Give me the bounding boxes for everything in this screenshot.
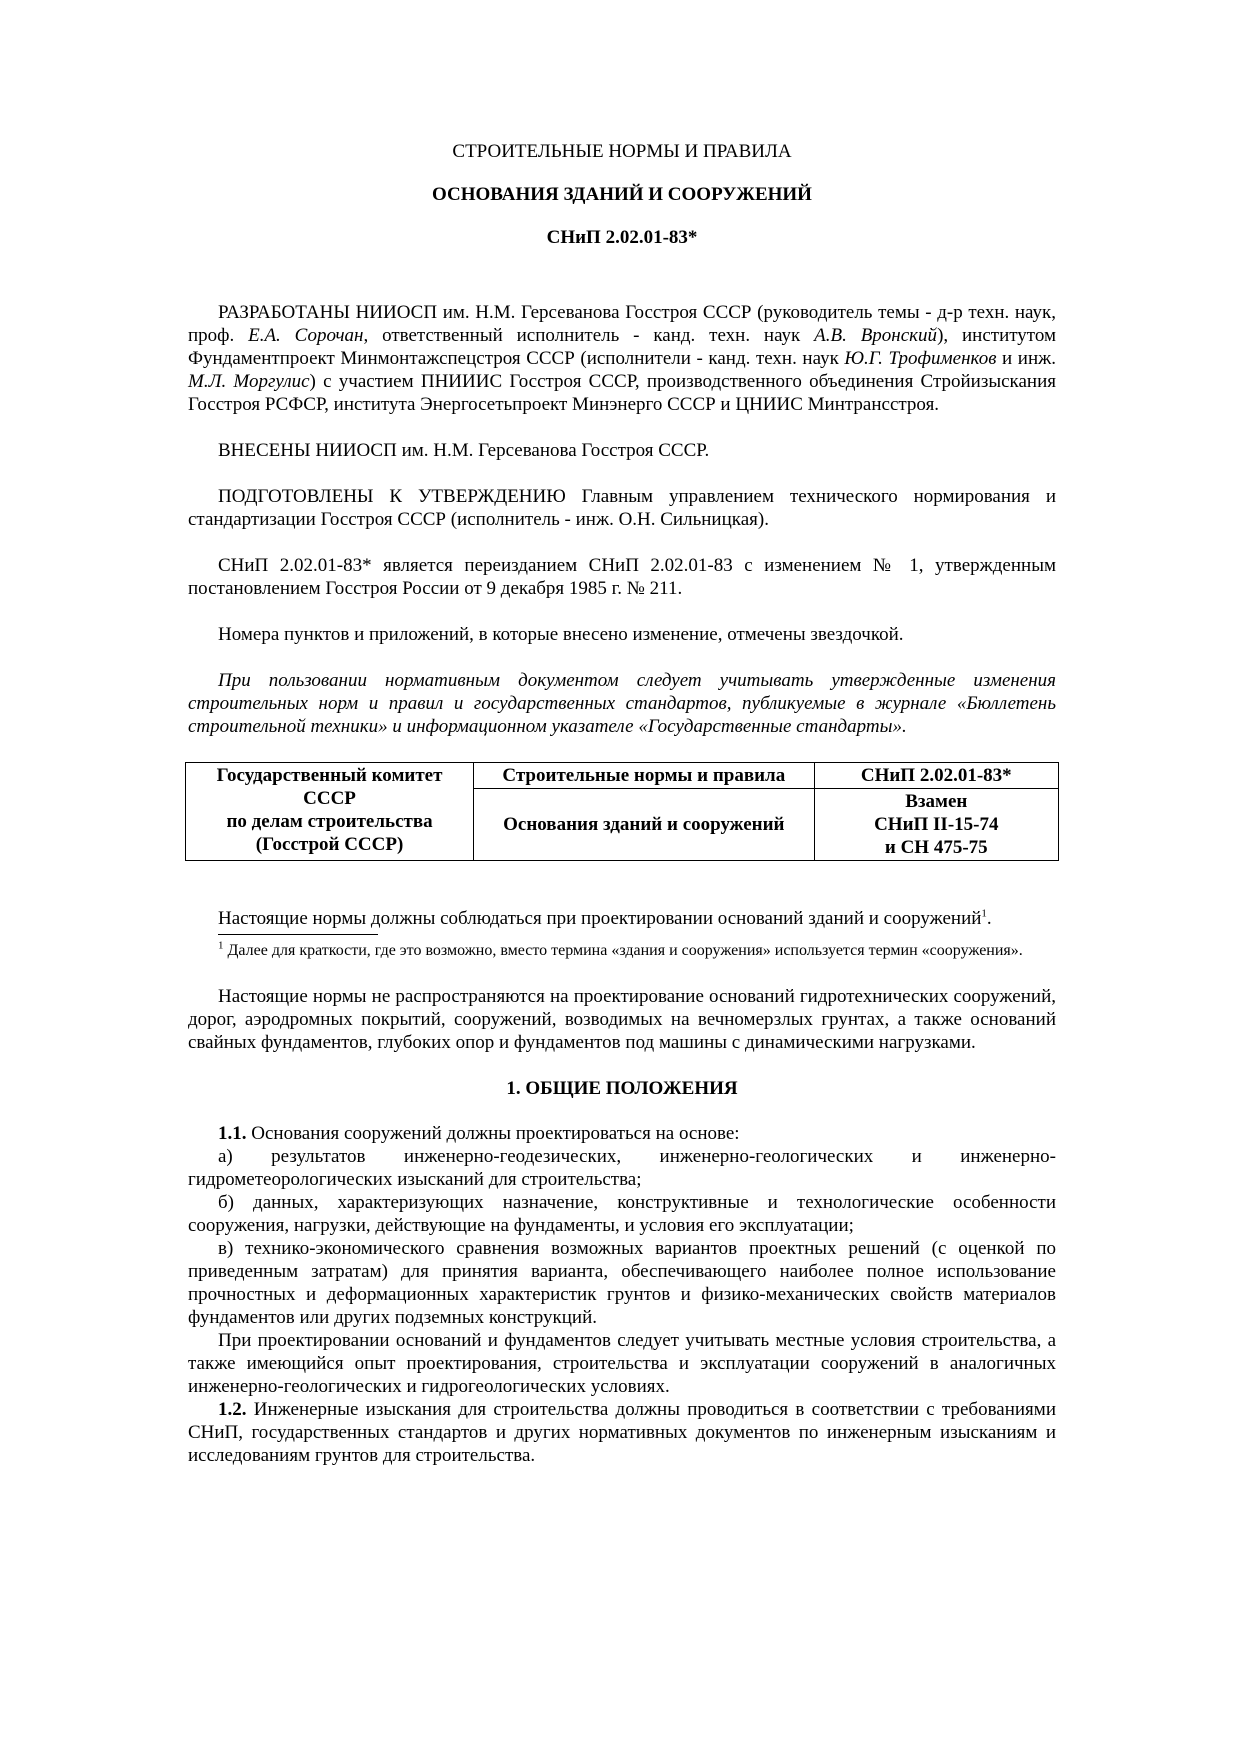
introduced-paragraph: ВНЕСЕНЫ НИИОСП им. Н.М. Герсеванова Госстроя СССР.	[218, 440, 710, 461]
clause-item-c: в) технико-экономического сравнения возможных вариантов проектных решений (с оценкой по приведенным затратам) для принятия варианта, обеспечивающего наиболее полное использование прочностных и деформационных характеристик грунтов и физико-механических свойств материалов фундаментов или других подземных конструкций.	[188, 1238, 1056, 1328]
footnote-mark: 1	[218, 939, 224, 952]
scope-paragraph	[188, 907, 1056, 930]
person-name: А.В. Вронский	[814, 325, 938, 346]
clause-1-1	[188, 1122, 1056, 1145]
developers-paragraph	[188, 301, 1056, 416]
clause-local-conditions: При проектировании оснований и фундаментов следует учитывать местные условия строительства, а также имеющийся опыт проектирования, строительства и эксплуатации сооружений в аналогичных инженерно-геологических и гидрогеологических условиях.	[188, 1330, 1056, 1397]
doc-title: ОСНОВАНИЯ ЗДАНИЙ И СООРУЖЕНИЙ	[432, 184, 812, 205]
issuer-cell	[186, 763, 474, 861]
text-run: Настоящие нормы должны соблюдаться при проектировании оснований зданий и сооружений	[218, 908, 982, 929]
norm-code-cell: СНиП 2.02.01-83*	[814, 763, 1058, 789]
text-run: .	[986, 908, 992, 929]
footnote-separator	[218, 934, 378, 935]
replaces-line: и СН 475-75	[884, 837, 988, 858]
footnote	[188, 941, 1056, 961]
clause-text: Инженерные изыскания для строительства должны проводиться в соответствии с требованиями СНиП, государственных стандартов и других нормативных документов по инженерным изысканиям и исследованиям грунтов для строительства.	[188, 1399, 1056, 1466]
clause-item-a: а) результатов инженерно-геодезических, инженерно-геологических и инженерно-гидрометеорологических изысканий для строительства;	[188, 1146, 1056, 1190]
clause-1-2	[188, 1398, 1056, 1467]
text-run: ) с участием ПНИИИС Госстроя СССР, производственного объединения Стройизыскания Госстроя РСФСР, института Энергосетьпроект Минэнерго СССР и ЦНИИС Минтрансстроя.	[188, 371, 1056, 415]
replaces-line: СНиП II-15-74	[874, 814, 999, 835]
footnote-text: Далее для краткости, где это возможно, вместо термина «здания и сооружения» используется термин «сооружения».	[223, 942, 1023, 959]
clause-text: Основания сооружений должны проектироваться на основе:	[246, 1123, 740, 1144]
clause-number: 1.1.	[218, 1123, 247, 1144]
usage-note-paragraph: При пользовании нормативным документом следует учитывать утвержденные изменения строительных норм и правил и государственных стандартов, публикуемые в журнале «Бюллетень строительной техники» и информационном указателе «Государственные стандарты».	[188, 670, 1056, 737]
issuer-line: (Госстрой СССР)	[255, 834, 404, 855]
section-heading: 1. ОБЩИЕ ПОЛОЖЕНИЯ	[506, 1078, 738, 1099]
clause-number: 1.2.	[218, 1399, 247, 1420]
reissue-paragraph: СНиП 2.02.01-83* является переизданием СНиП 2.02.01-83 с изменением № 1, утвержденным постановлением Госстроя России от 9 декабря 1985 г. № 211.	[188, 555, 1056, 599]
issuer-line: Государственный комитет СССР	[216, 765, 443, 809]
prepared-paragraph: ПОДГОТОВЛЕНЫ К УТВЕРЖДЕНИЮ Главным управлением технического нормирования и стандартизации Госстроя СССР (исполнитель - инж. О.Н. Сильницкая).	[188, 486, 1056, 530]
footnote-ref: 1	[981, 907, 987, 920]
person-name: Ю.Г. Трофименков	[844, 348, 997, 369]
replaces-line: Взамен	[905, 791, 968, 812]
text-run: РАЗРАБОТАНЫ НИИОСП им. Н.М. Герсеванова Госстроя СССР (руководитель темы - д-р техн. наук, проф.	[188, 302, 1056, 346]
norm-title-cell: Основания зданий и сооружений	[474, 789, 814, 861]
document-header-table	[185, 762, 1059, 861]
asterisk-note-paragraph: Номера пунктов и приложений, в которые внесено изменение, отмечены звездочкой.	[218, 624, 904, 645]
text-run: и инж.	[996, 348, 1056, 369]
text-run: , ответственный исполнитель - канд. техн. наук	[363, 325, 815, 346]
person-name: Е.А. Сорочан	[248, 325, 364, 346]
doc-category: СТРОИТЕЛЬНЫЕ НОРМЫ И ПРАВИЛА	[452, 141, 792, 162]
exclusions-paragraph: Настоящие нормы не распространяются на проектирование оснований гидротехнических сооружений, дорог, аэродромных покрытий, сооружений, возводимых на вечномерзлых грунтах, а также оснований свайных фундаментов, глубоких опор и фундаментов под машины с динамическими нагрузками.	[188, 986, 1056, 1053]
text-run: ), институтом Фундаментпроект Минмонтажспецстроя СССР (исполнители - канд. техн. наук	[188, 325, 1056, 369]
doc-code: СНиП 2.02.01-83*	[546, 227, 698, 248]
clause-item-b: б) данных, характеризующих назначение, конструктивные и технологические особенности сооружения, нагрузки, действующие на фундаменты, и условия его эксплуатации;	[188, 1192, 1056, 1236]
document-page	[188, 140, 1056, 1467]
issuer-line: по делам строительства	[226, 811, 433, 832]
norm-type-cell: Строительные нормы и правила	[474, 763, 814, 789]
person-name: М.Л. Моргулис	[188, 371, 310, 392]
replaces-cell	[814, 789, 1058, 861]
